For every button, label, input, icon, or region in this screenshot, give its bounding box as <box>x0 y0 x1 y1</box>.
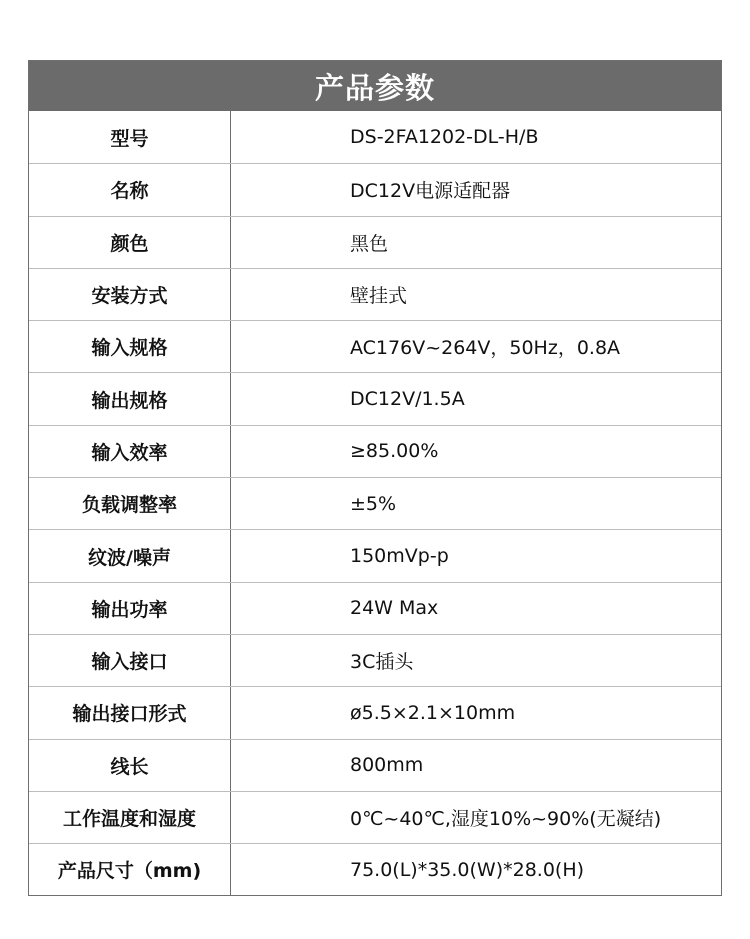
spec-value: 150mVp-p <box>350 545 449 568</box>
table-row <box>29 791 721 843</box>
table-row <box>29 843 721 895</box>
spec-label: 工作温度和湿度 <box>29 792 231 843</box>
spec-value: 黑色 <box>350 232 389 255</box>
table-row <box>29 686 721 738</box>
spec-label: 产品尺寸（mm) <box>29 844 231 895</box>
spec-label: 输出功率 <box>29 583 231 634</box>
spec-label: 型号 <box>29 111 231 163</box>
table-row <box>29 477 721 529</box>
spec-label: 颜色 <box>29 217 231 268</box>
spec-value: DC12V/1.5A <box>350 388 465 411</box>
spec-label: 输入接口 <box>29 635 231 686</box>
spec-rows <box>29 111 721 895</box>
table-row <box>29 268 721 320</box>
table-row <box>29 163 721 215</box>
spec-label: 输出接口形式 <box>29 687 231 738</box>
table-row <box>29 320 721 372</box>
spec-value: 壁挂式 <box>350 285 408 308</box>
table-row <box>29 216 721 268</box>
table-row <box>29 582 721 634</box>
spec-value: ±5% <box>350 492 397 515</box>
spec-label: 安装方式 <box>29 269 231 320</box>
spec-value: ≥85.00% <box>350 440 439 463</box>
spec-value: 75.0(L)*35.0(W)*28.0(H) <box>350 858 585 881</box>
spec-value: AC176V~264V，50Hz，0.8A <box>350 337 621 360</box>
spec-table <box>28 60 722 896</box>
spec-value: 24W Max <box>350 597 439 620</box>
table-row <box>29 529 721 581</box>
spec-label: 线长 <box>29 740 231 791</box>
spec-value: 0℃~40℃,湿度10%~90%(无凝结) <box>350 808 662 830</box>
table-row <box>29 111 721 163</box>
spec-value: ø5.5×2.1×10mm <box>350 701 516 724</box>
spec-label: 负载调整率 <box>29 478 231 529</box>
spec-value: 3C插头 <box>350 651 414 674</box>
spec-label: 输入效率 <box>29 426 231 477</box>
spec-label: 输出规格 <box>29 373 231 424</box>
table-row <box>29 634 721 686</box>
spec-label: 输入规格 <box>29 321 231 372</box>
spec-value: DS-2FA1202-DL-H/B <box>350 126 539 149</box>
spec-value: 800mm <box>350 754 424 777</box>
table-row <box>29 372 721 424</box>
spec-label: 纹波/噪声 <box>29 530 231 581</box>
spec-label: 名称 <box>29 164 231 215</box>
table-row <box>29 425 721 477</box>
table-title: 产品参数 <box>29 61 721 111</box>
spec-value: DC12V电源适配器 <box>350 180 511 203</box>
table-row <box>29 739 721 791</box>
